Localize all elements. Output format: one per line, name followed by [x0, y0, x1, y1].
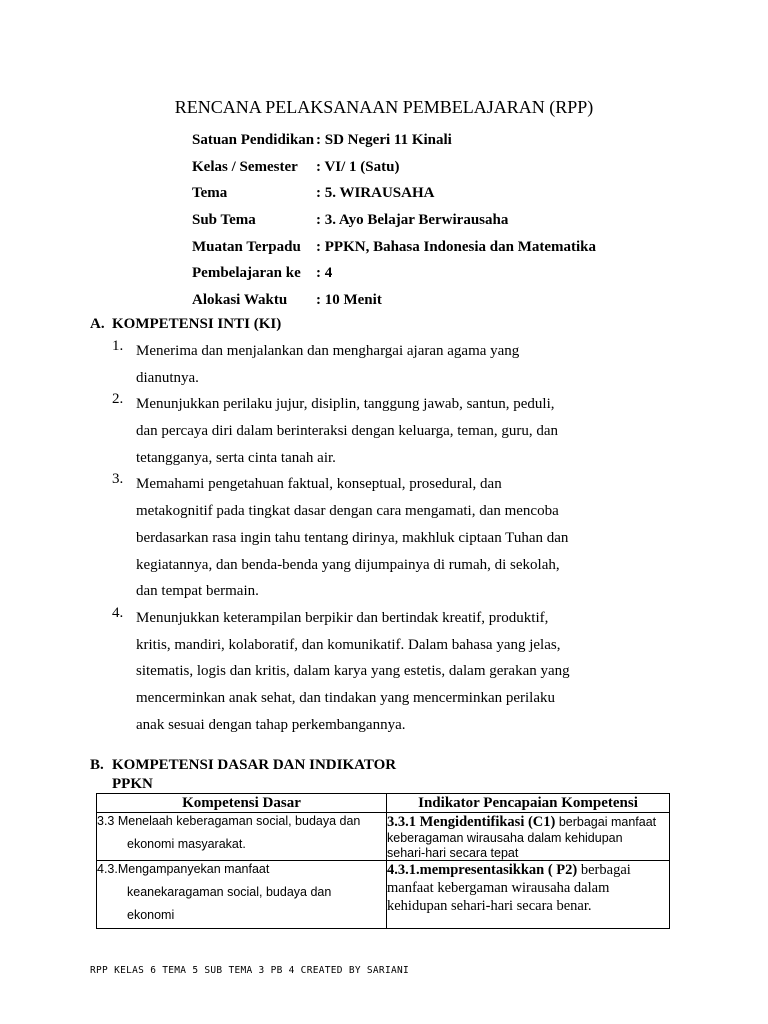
- info-value: : PPKN, Bahasa Indonesia dan Matematika: [316, 238, 597, 255]
- indicator-cell: [387, 813, 670, 861]
- list-line: kegiatannya, dan benda-benda yang dijumpainya di rumah, di sekolah,: [136, 556, 560, 573]
- list-item: [112, 391, 592, 471]
- list-line: dan tempat bermain.: [136, 583, 259, 600]
- indicator-line: kehidupan sehari-hari secara benar.: [387, 898, 592, 914]
- list-line: sitematis, logis dan kritis, dalam karya yang estetis, dalam gerakan yang: [136, 663, 570, 680]
- list-number: 2.: [112, 391, 124, 408]
- kd-cell: [97, 861, 387, 929]
- kd-line: 3.3 Menelaah keberagaman social, budaya dan: [97, 814, 361, 828]
- table-row: [97, 861, 670, 929]
- kd-indicator-table: [96, 793, 670, 929]
- page-title: RENCANA PELAKSANAAN PEMBELAJARAN (RPP): [174, 97, 594, 117]
- list-line: anak sesuai dengan tahap perkembangannya.: [136, 716, 406, 733]
- info-row-satuan: [192, 127, 596, 154]
- indicator-line: manfaat kebergaman wirausaha dalam: [387, 880, 610, 896]
- info-row-pembelajaran: [192, 260, 596, 287]
- section-letter: A.: [90, 316, 105, 332]
- ki-list: [112, 338, 592, 738]
- kd-line: ekonomi: [127, 908, 175, 922]
- section-title: KOMPETENSI DASAR DAN INDIKATOR: [112, 757, 397, 773]
- section-title: KOMPETENSI INTI (KI): [112, 316, 282, 332]
- indicator-code: 3.3.1 Mengidentifikasi (C1): [387, 814, 556, 830]
- info-label: Pembelajaran ke: [192, 265, 301, 282]
- list-number: 1.: [112, 338, 124, 354]
- list-number: 3.: [112, 471, 124, 488]
- info-label: Satuan Pendidikan: [192, 132, 315, 148]
- indicator-line: sehari-hari secara tepat: [387, 846, 519, 860]
- info-block: [192, 127, 596, 314]
- info-row-muatan: [192, 234, 596, 261]
- indicator-cell: [387, 861, 670, 929]
- list-line: Menunjukkan perilaku jujur, disiplin, tanggung jawab, santun, peduli,: [136, 396, 555, 413]
- section-a-heading: [90, 316, 281, 333]
- kd-cell: [97, 813, 387, 861]
- section-letter: B.: [90, 757, 104, 773]
- info-value: : 4: [316, 265, 333, 282]
- list-line: tetangganya, serta cinta tanah air.: [136, 449, 336, 466]
- info-label: Muatan Terpadu: [192, 238, 301, 255]
- kd-line: 4.3.Mengampanyekan manfaat: [97, 862, 270, 876]
- list-item: [112, 471, 592, 604]
- list-line: mencerminkan anak sehat, dan tindakan yang mencerminkan perilaku: [136, 689, 556, 706]
- indicator-text: berbagai: [577, 862, 631, 878]
- indicator-code: 4.3.1.mempresentasikkan ( P2): [387, 862, 578, 878]
- column-header-indicator: Indikator Pencapaian Kompetensi: [387, 794, 670, 813]
- list-line: Menerima dan menjalankan dan menghargai ajaran agama yang: [136, 343, 520, 359]
- list-line: Menunjukkan keterampilan berpikir dan bertindak kreatif, produktif,: [136, 609, 549, 626]
- info-value: : SD Negeri 11 Kinali: [316, 132, 452, 148]
- list-line: Memahami pengetahuan faktual, konseptual, prosedural, dan: [136, 476, 502, 493]
- page-footer: RPP KELAS 6 TEMA 5 SUB TEMA 3 PB 4 CREATED BY SARIANI: [90, 965, 410, 976]
- section-b-subheading: PPKN: [112, 776, 153, 792]
- list-line: dan percaya diri dalam berinteraksi dengan keluarga, teman, guru, dan: [136, 423, 559, 440]
- info-label: Kelas / Semester: [192, 158, 298, 175]
- indicator-line: keberagaman wirausaha dalam kehidupan: [387, 831, 623, 845]
- info-label: Tema: [192, 185, 228, 202]
- list-number: 4.: [112, 604, 124, 621]
- info-value: : 5. WIRAUSAHA: [316, 185, 435, 202]
- list-item: [112, 338, 592, 391]
- info-row-subtema: [192, 207, 596, 234]
- list-item: [112, 605, 592, 738]
- info-value: : 3. Ayo Belajar Berwirausaha: [316, 212, 509, 229]
- info-label: Alokasi Waktu: [192, 292, 288, 309]
- info-row-alokasi: [192, 287, 596, 314]
- info-row-kelas: [192, 154, 596, 181]
- info-label: Sub Tema: [192, 212, 256, 229]
- list-line: berdasarkan rasa ingin tahu tentang dirinya, makhluk ciptaan Tuhan dan: [136, 529, 569, 546]
- info-value: : 10 Menit: [316, 292, 382, 309]
- kd-line: keanekaragaman social, budaya dan: [127, 885, 332, 899]
- info-row-tema: [192, 180, 596, 207]
- info-value: : VI/ 1 (Satu): [316, 158, 400, 175]
- indicator-text: berbagai manfaat: [555, 815, 657, 829]
- kd-line: ekonomi masyarakat.: [127, 837, 246, 851]
- list-line: kritis, mandiri, kolaboratif, dan komunikatif. Dalam bahasa yang jelas,: [136, 636, 561, 653]
- list-line: metakognitif pada tingkat dasar dengan cara mengamati, dan mencoba: [136, 503, 559, 520]
- table-row: [97, 813, 670, 861]
- section-b-heading: [90, 757, 396, 774]
- column-header-kd: Kompetensi Dasar: [97, 794, 387, 813]
- list-line: dianutnya.: [136, 369, 199, 386]
- table-header-row: [97, 794, 670, 813]
